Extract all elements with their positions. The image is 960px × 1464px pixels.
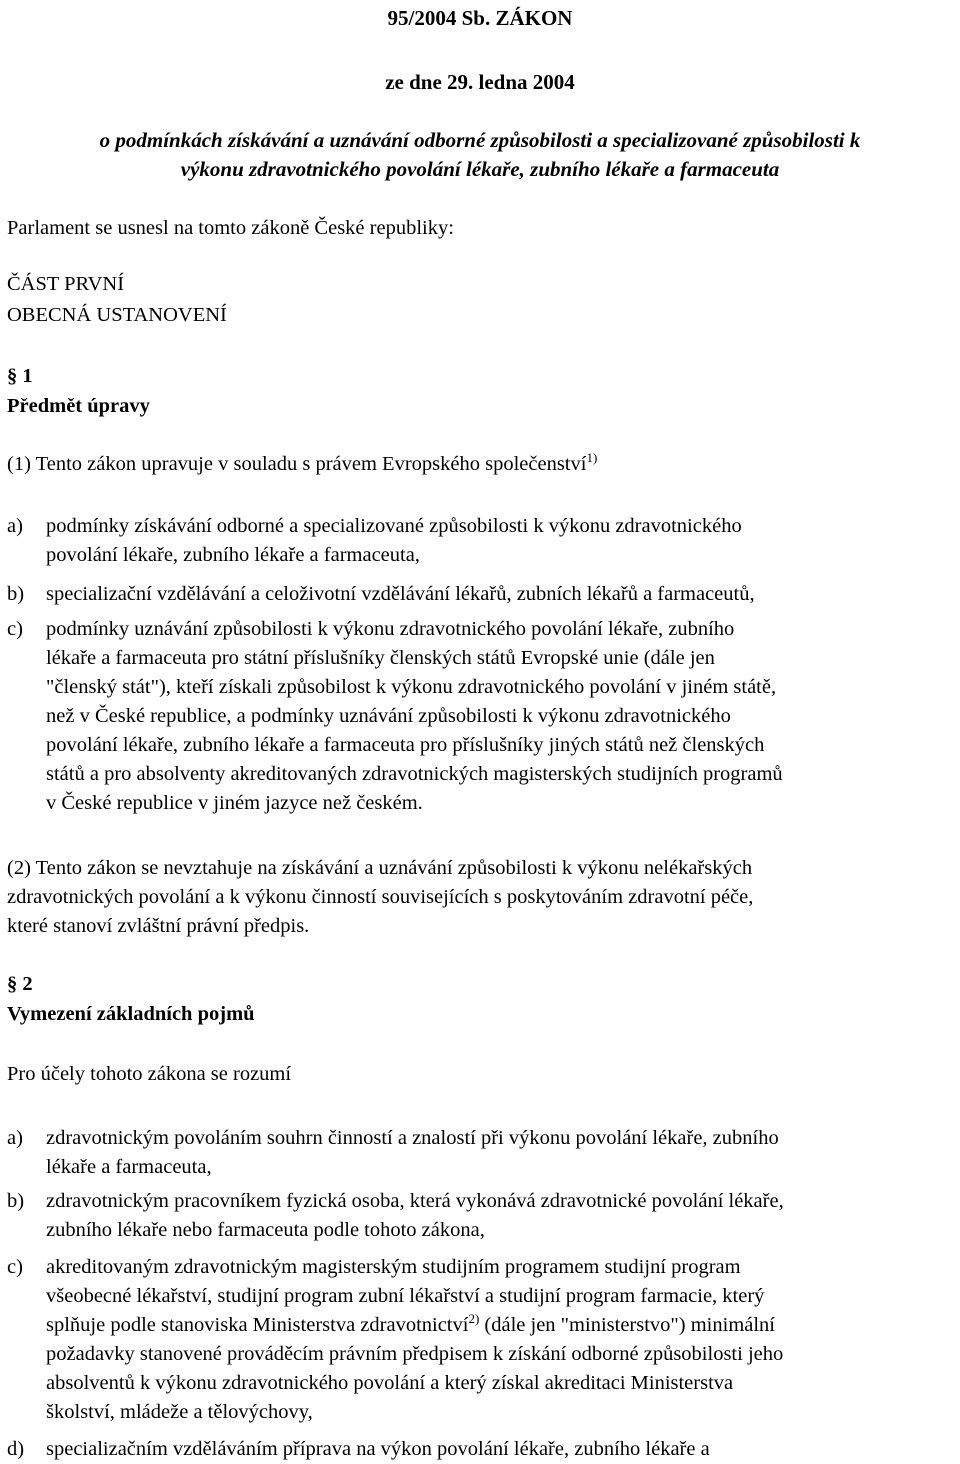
list-line: požadavky stanovené prováděcím právním předpisem k získání odborné způsobilosti jeho [46, 1343, 784, 1365]
footnote-ref: 2) [468, 1311, 480, 1326]
list-label: c) [7, 618, 23, 640]
list-line: povolání lékaře, zubního lékaře a farmaceuta pro příslušníky jiných států než členských [46, 734, 765, 756]
list-line: států a pro absolventy akreditovaných zdravotnických magisterských studijních programů [46, 763, 783, 785]
list-text [46, 512, 960, 570]
list-line: v České republice v jiném jazyce než českém. [46, 792, 423, 814]
part-title: ČÁST PRVNÍ [7, 273, 125, 295]
law-subject [0, 126, 960, 184]
section-1-number: § 1 [7, 365, 33, 387]
law-number-title: 95/2004 Sb. ZÁKON [387, 6, 573, 30]
list-line: specializačním vzděláváním příprava na výkon povolání lékaře, zubního lékaře a [46, 1438, 710, 1460]
list-line-text: splňuje podle stanoviska Ministerstva zdravotnictví [46, 1314, 469, 1336]
list-line: lékaře a farmaceuta, [46, 1156, 212, 1178]
list-text [46, 615, 960, 818]
part-name: OBECNÁ USTANOVENÍ [7, 304, 227, 326]
section-2-number: § 2 [7, 973, 33, 995]
list-line-text: (dále jen "ministerstvo") minimální [479, 1314, 776, 1336]
list-line: "členský stát"), kteří získali způsobilost k výkonu zdravotnického povolání v jiném státě, [46, 676, 777, 698]
section-1-paragraph-1 [7, 450, 952, 479]
section-2-title: Vymezení základních pojmů [7, 1003, 255, 1025]
list-text [46, 1253, 960, 1427]
paragraph-text: (1) Tento zákon upravuje v souladu s právem Evropského společenství [7, 453, 587, 475]
law-subject-line: o podmínkách získávání a uznávání odborné způsobilosti a specializované způsobilosti k [99, 128, 861, 152]
law-subject-line: výkonu zdravotnického povolání lékaře, zubního lékaře a farmaceuta [180, 157, 780, 181]
list-label: a) [7, 515, 23, 537]
paragraph-line: které stanoví zvláštní právní předpis. [7, 915, 310, 937]
list-label: d) [7, 1438, 25, 1460]
list-line: zdravotnickým povoláním souhrn činností a znalostí při výkonu povolání lékaře, zubního [46, 1127, 779, 1149]
list-line: zdravotnickým pracovníkem fyzická osoba, která vykonává zdravotnické povolání lékaře, [46, 1190, 784, 1212]
list-line: než v České republice, a podmínky uznávání způsobilosti k výkonu zdravotnického [46, 705, 731, 727]
list-line: podmínky uznávání způsobilosti k výkonu zdravotnického povolání lékaře, zubního [46, 618, 735, 640]
list-line: zubního lékaře nebo farmaceuta podle tohoto zákona, [46, 1219, 485, 1241]
paragraph-line: (2) Tento zákon se nevztahuje na získávání a uznávání způsobilosti k výkonu nelékařských [7, 857, 753, 879]
list-text [46, 1124, 960, 1182]
list-text [46, 1187, 960, 1245]
footnote-ref: 1) [586, 450, 598, 465]
section-1-title: Předmět úpravy [7, 395, 150, 417]
list-line: akreditovaným zdravotnickým magisterským studijním programem studijní program [46, 1256, 741, 1278]
list-line: všeobecné lékařství, studijní program zubní lékařství a studijní program farmacie, který [46, 1285, 765, 1307]
list-line: specializační vzdělávání a celoživotní vzdělávání lékařů, zubních lékařů a farmaceutů, [46, 583, 755, 605]
list-line: povolání lékaře, zubního lékaře a farmaceuta, [46, 544, 420, 566]
section-2-intro: Pro účely tohoto zákona se rozumí [7, 1063, 292, 1085]
list-label: c) [7, 1256, 23, 1278]
list-line: podmínky získávání odborné a specializované způsobilosti k výkonu zdravotnického [46, 515, 742, 537]
list-line: školství, mládeže a tělovýchovy, [46, 1401, 313, 1423]
list-label: a) [7, 1127, 23, 1149]
list-label: b) [7, 583, 25, 605]
law-date: ze dne 29. ledna 2004 [385, 70, 575, 94]
enactment-clause: Parlament se usnesl na tomto zákoně České republiky: [7, 217, 454, 239]
list-text [46, 580, 960, 609]
list-text [46, 1435, 960, 1464]
list-line [46, 1311, 960, 1340]
list-label: b) [7, 1190, 25, 1212]
list-line: lékaře a farmaceuta pro státní příslušníky členských států Evropské unie (dále jen [46, 647, 715, 669]
section-1-paragraph-2 [7, 854, 952, 941]
list-line: absolventů k výkonu zdravotnického povolání a který získal akreditaci Ministerstva [46, 1372, 734, 1394]
paragraph-line: zdravotnických povolání a k výkonu činností souvisejících s poskytováním zdravotní péče, [7, 886, 754, 908]
